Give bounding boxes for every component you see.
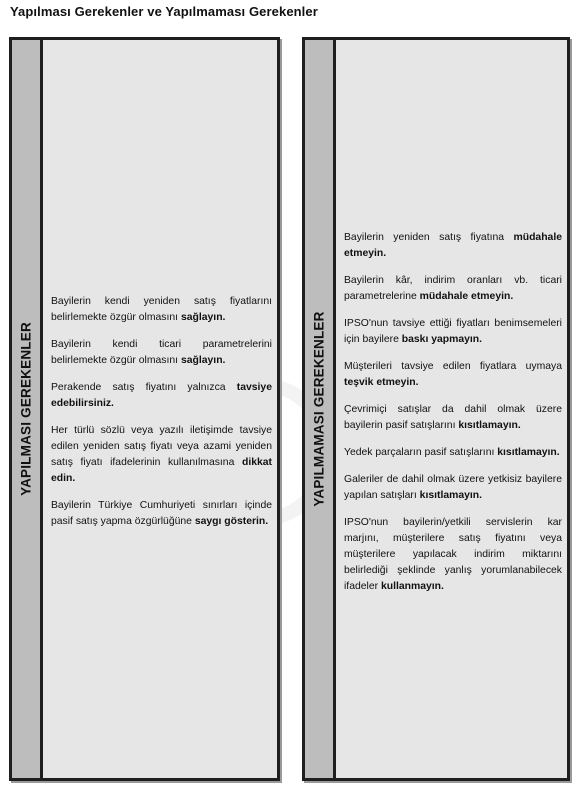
dos-panel [9,37,280,781]
dos-side-strip [12,40,43,778]
donts-item: IPSO'nun tavsiye ettiği fiyatları benimsemeleri için bayilere baskı yapmayın. [344,317,562,345]
donts-side-label: YAPILMAMASI GEREKENLER [311,311,327,507]
dos-item: Bayilerin Türkiye Cumhuriyeti sınırları içinde pasif satış yapma özgürlüğüne saygı gösterin. [51,500,272,527]
dos-side-label: YAPILMASI GEREKENLER [18,322,34,496]
donts-item: Çevrimiçi satışlar da dahil olmak üzere bayilerin pasif satışlarını kısıtlamayın. [344,403,562,431]
donts-item: Bayilerin kâr, indirim oranları vb. ticari parametrelerine müdahale etmeyin. [344,274,562,302]
dos-item: Bayilerin kendi yeniden satış fiyatlarını belirlemekte özgür olmasını sağlayın. [51,296,272,323]
donts-item: IPSO'nun bayilerin/yetkili servislerin kar marjını, müşterilere satış fiyatını veya müşterilere yapılacak indirim miktarını belirlediği şeklinde yanlış yorumlanabilecek ifadeler kullanmayın. [344,516,562,592]
dos-item: Her türlü sözlü veya yazılı iletişimde tavsiye edilen yeniden satış fiyatı veya azami yeniden satış fiyatı ifadelerinin kullanılmasına dikkat edin. [51,425,272,484]
donts-item: Müşterileri tavsiye edilen fiyatlara uymaya teşvik etmeyin. [344,360,562,388]
donts-panel [302,37,570,781]
donts-side-strip [305,40,336,778]
donts-item: Bayilerin yeniden satış fiyatına müdahale etmeyin. [344,231,562,259]
donts-list [336,40,567,778]
donts-item: Galeriler de dahil olmak üzere yetkisiz bayilere yapılan satışları kısıtlamayın. [344,473,562,501]
dos-item: Bayilerin kendi ticari parametrelerini belirlemekte özgür olmasını sağlayın. [51,339,272,366]
page-title: Yapılması Gerekenler ve Yapılmaması Gerekenler [10,4,318,19]
dos-item: Perakende satış fiyatını yalnızca tavsiye edebilirsiniz. [51,382,272,409]
donts-item: Yedek parçaların pasif satışlarını kısıtlamayın. [344,446,560,458]
dos-list [43,40,277,778]
